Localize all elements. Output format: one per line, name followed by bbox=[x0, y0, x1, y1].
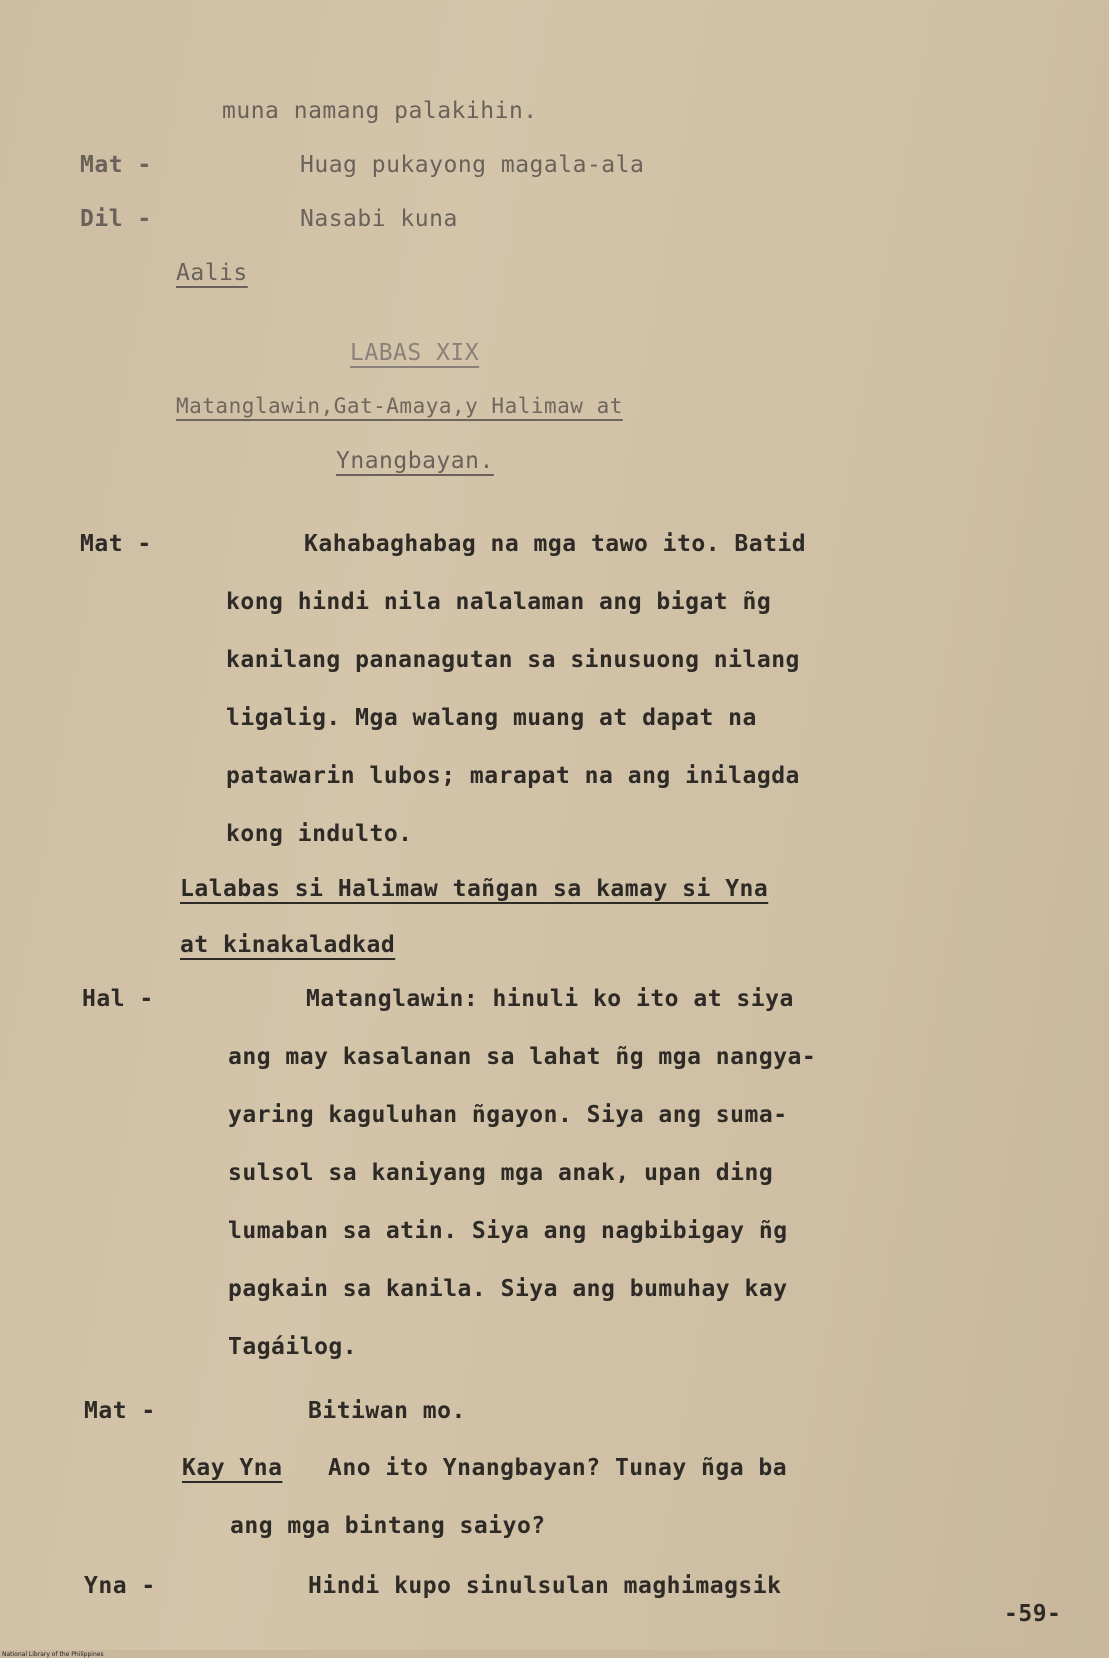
dialogue-line: pagkain sa kanila. Siya ang bumuhay kay bbox=[228, 1276, 788, 1302]
speaker-label: Hal - bbox=[82, 986, 154, 1012]
dialogue-line: kong indulto. bbox=[226, 821, 413, 847]
dialogue-line: Matanglawin: hinuli ko ito at siya bbox=[306, 986, 794, 1012]
page-number: -59- bbox=[1004, 1601, 1062, 1627]
text-line: muna namang palakihin. bbox=[222, 98, 538, 124]
dialogue-line: Ano ito Ynangbayan? Tunay ñga ba bbox=[328, 1455, 788, 1481]
scene-characters: Matanglawin,Gat-Amaya,y Halimaw at bbox=[176, 394, 623, 418]
dialogue-line: ang mga bintang saiyo? bbox=[230, 1513, 546, 1539]
footer-credit: National Library of the Philippines bbox=[2, 1651, 104, 1658]
stage-direction: Aalis bbox=[176, 260, 248, 286]
speaker-label: Mat - bbox=[84, 1398, 156, 1424]
dialogue-line: patawarin lubos; marapat na ang inilagda bbox=[226, 763, 800, 789]
dialogue-line: yaring kaguluhan ñgayon. Siya ang suma- bbox=[228, 1102, 788, 1128]
stage-direction: Kay Yna bbox=[182, 1455, 283, 1481]
dialogue-line: Huag pukayong magala-ala bbox=[300, 152, 645, 178]
dialogue-line: ligalig. Mga walang muang at dapat na bbox=[226, 705, 757, 731]
dialogue-line: sulsol sa kaniyang mga anak, upan ding bbox=[228, 1160, 774, 1186]
speaker-label: Dil - bbox=[80, 206, 152, 232]
dialogue-line: Tagáilog. bbox=[228, 1334, 358, 1360]
scene-characters-cont: Ynangbayan. bbox=[336, 448, 494, 474]
stage-direction: at kinakaladkad bbox=[180, 932, 396, 958]
dialogue-line: ang may kasalanan sa lahat ñg mga nangya- bbox=[228, 1044, 817, 1070]
dialogue-line: kanilang pananagutan sa sinusuong nilang bbox=[226, 647, 800, 673]
dialogue-line: Hindi kupo sinulsulan maghimagsik bbox=[308, 1573, 782, 1599]
dialogue-line: Bitiwan mo. bbox=[308, 1398, 466, 1424]
dialogue-line: Nasabi kuna bbox=[300, 206, 458, 232]
dialogue-line: lumaban sa atin. Siya ang nagbibigay ñg bbox=[228, 1218, 788, 1244]
dialogue-line: kong hindi nila nalalaman ang bigat ñg bbox=[226, 589, 772, 615]
scene-heading: LABAS XIX bbox=[350, 340, 480, 366]
speaker-label: Mat - bbox=[80, 531, 152, 557]
stage-direction: Lalabas si Halimaw tañgan sa kamay si Yna bbox=[180, 876, 769, 902]
dialogue-line: Kahabaghabag na mga tawo ito. Batid bbox=[304, 531, 807, 557]
speaker-label: Yna - bbox=[84, 1573, 156, 1599]
speaker-label: Mat - bbox=[80, 152, 152, 178]
